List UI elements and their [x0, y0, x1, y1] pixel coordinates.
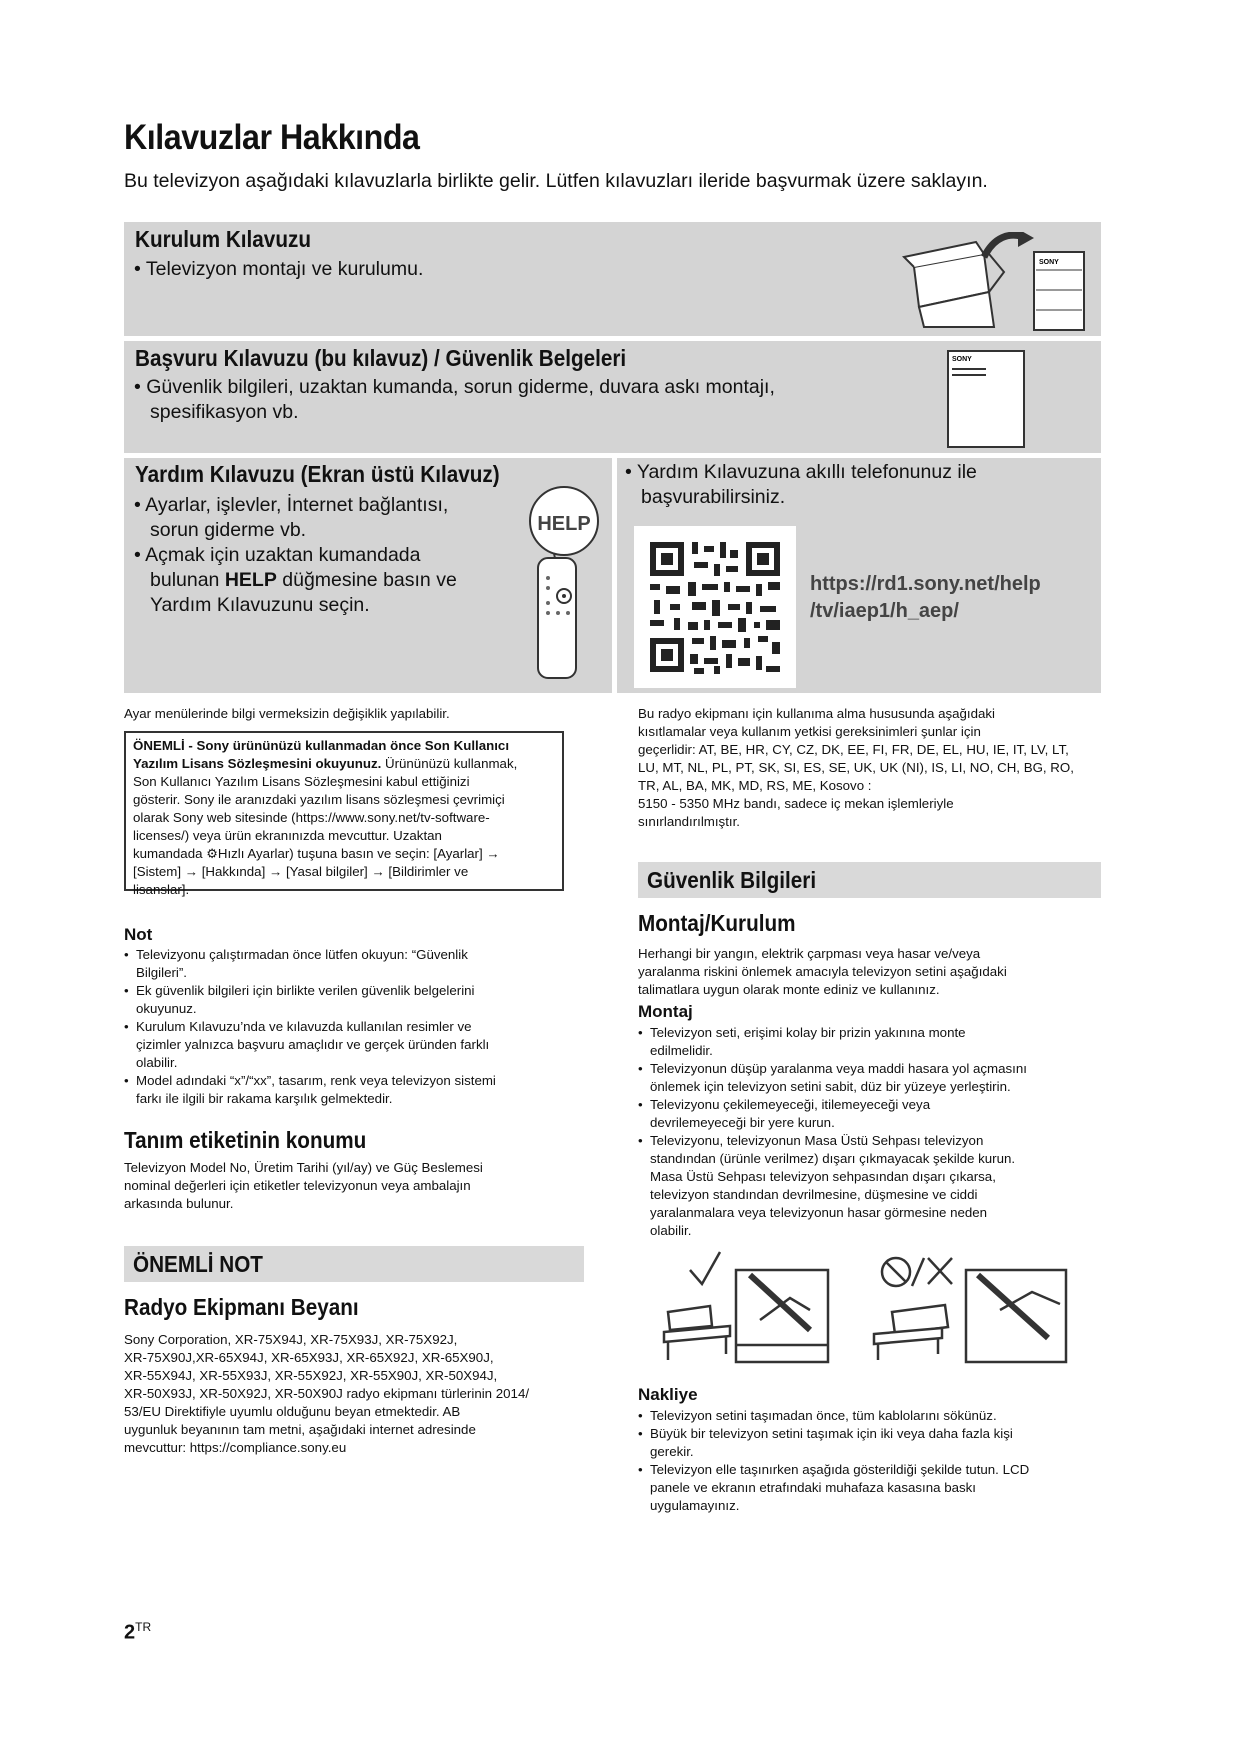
label-location-text: Televizyon Model No, Üretim Tarihi (yıl/ay) ve Güç Beslemesi nominal değerleri için etiketler televizyonun veya ambalajın arkasında bulunur.	[124, 1160, 483, 1211]
radio-restrictions: Bu radyo ekipmanı için kullanıma alma hususunda aşağıdaki kısıtlamalar veya kullanım yetkisi gereksinimleri şunlar için geçerlidir: AT, BE, HR, CY, CZ, DK, EE, FI, FR, DE, EL, HU, IE, IT, LV, LT, LU, MT, NL, PL, PT, SK, SI, ES, SE, UK, UK (NI), IS, LI, NO, CH, BG, RO, TR, AL, BA, MK, MD, RS, ME, Kosovo : 5150 - 5350 MHz bandı, sadece iç mekan işlemleriyle sınırlandırılmıştır.	[638, 706, 1074, 829]
not-list	[124, 946, 594, 1108]
help-guide-box	[124, 458, 612, 693]
transport-item: • Televizyon elle taşınırken aşağıda gösterildiği şekilde tutun. LCD panele ve ekranın etrafındaki muhafaza kasasına baskı uygulamayınız.	[638, 1461, 1103, 1515]
smartphone-text: • Yardım Kılavuzuna akıllı telefonunuz ile başvurabilirsiniz.	[625, 461, 977, 508]
montaj-item: • Televizyonu, televizyonun Masa Üstü Sehpası televizyon standından (ürünle verilmez) dışarı çıkmayacak şekilde kurun. Masa Üstü Sehpası televizyon sehpasından dışarı çıkarsa, televizyon standından devrilmesine, düşmesine ve ciddi yaralanmalara veya televizyonun hasar görmesine neden olabilir.	[638, 1132, 1103, 1240]
gear-icon: ⚙	[206, 846, 218, 861]
reference-guide-title: Başvuru Kılavuzu (bu kılavuz) / Güvenlik Belgeleri	[135, 345, 627, 371]
sony-logo-small: SONY	[1039, 259, 1059, 266]
help-button-label: HELP	[537, 513, 591, 535]
transport-item: • Büyük bir televizyon setini taşımak için iki veya daha fazla kişi gerekir.	[638, 1425, 1103, 1461]
label-location-title: Tanım etiketinin konumu	[124, 1127, 367, 1153]
install-title: Montaj/Kurulum	[638, 910, 796, 936]
important-note-band	[124, 1246, 584, 1282]
help-guide-title: Yardım Kılavuzu (Ekran üstü Kılavuz)	[135, 461, 500, 487]
montaj-item: • Televizyonun düşüp yaralanma veya maddi hasara yol açmasını önlemek için televizyon setini sabit, düz bir yüzeye yerleştirin.	[638, 1060, 1103, 1096]
montaj-title: Montaj	[638, 1002, 693, 1021]
help-guide-items: • Ayarlar, işlevler, İnternet bağlantısı, sorun giderme vb. • Açmak için uzaktan kumandada bulunan HELP düğmesine basın ve Yardım Kılavuzunu seçin.	[134, 494, 457, 616]
safety-info-band	[638, 862, 1101, 898]
transport-list	[638, 1407, 1103, 1515]
safety-info-title: Güvenlik Bilgileri	[647, 867, 817, 893]
install-text: Herhangi bir yangın, elektrik çarpması veya hasar ve/veya yaralanma riskini önlemek amacıyla televizyon setini aşağıdaki talimatlara uygun olarak monte ediniz ve kullanınız.	[638, 946, 1007, 997]
remote-illustration	[524, 478, 604, 688]
montaj-list	[638, 1024, 1103, 1240]
setup-guide-title: Kurulum Kılavuzu	[135, 226, 311, 252]
check-icon	[690, 1252, 720, 1284]
montaj-item: • Televizyonu çekilemeyeceği, itilemeyeceği veya devrilemeyeceği bir yere kurun.	[638, 1096, 1103, 1132]
not-item: • Model adındaki “x”/“xx”, tasarım, renk veya televizyon sistemi farkı ile ilgili bir rakama karşılık gelmektedir.	[124, 1072, 594, 1108]
page-title: Kılavuzlar Hakkında	[124, 118, 420, 157]
sony-logo-manual: SONY	[952, 356, 972, 363]
manual-illustration	[946, 349, 1026, 449]
radio-text: Sony Corporation, XR-75X94J, XR-75X93J, XR-75X92J, XR-75X90J,XR-65X94J, XR-65X93J, XR-65X92J, XR-65X90J, XR-55X94J, XR-55X93J, XR-55X92J, XR-55X90J, XR-50X94J, XR-50X93J, XR-50X92J, XR-50X90J radyo ekipmanı türlerinin 2014/ 53/EU Direktifiyle uyumlu olduğunu beyan etmektedir. AB uygunluk beyanının tam metni, aşağıdaki internet adresinde mevcuttur: https://compliance.sony.eu	[124, 1332, 530, 1455]
help-url[interactable]: https://rd1.sony.net/help /tv/iaep1/h_aep/	[810, 573, 1041, 622]
not-item: • Ek güvenlik bilgileri için birlikte verilen güvenlik belgelerini okuyunuz.	[124, 982, 594, 1018]
qr-code-graphic	[634, 526, 796, 688]
not-item: • Televizyonu çalıştırmadan önce lütfen okuyun: “Güvenlik Bilgileri”.	[124, 946, 594, 982]
intro-text: Bu televizyon aşağıdaki kılavuzlarla birlikte gelir. Lütfen kılavuzları ileride başvurmak üzere saklayın.	[124, 170, 988, 192]
help-smartphone-box	[617, 458, 1101, 693]
setup-guide-box	[124, 222, 1101, 336]
montaj-item: • Televizyon seti, erişimi kolay bir prizin yakınına monte edilmelidir.	[638, 1024, 1103, 1060]
qr-code	[634, 526, 796, 688]
stand-illustrations	[660, 1250, 1080, 1368]
tv-box-illustration	[894, 232, 1094, 332]
transport-title: Nakliye	[638, 1385, 698, 1404]
radio-title: Radyo Ekipmanı Beyanı	[124, 1294, 359, 1320]
reference-guide-box	[124, 341, 1101, 453]
not-title: Not	[124, 925, 153, 944]
setup-guide-item: • Televizyon montajı ve kurulumu.	[134, 258, 424, 280]
transport-item: • Televizyon setini taşımadan önce, tüm kablolarını sökünüz.	[638, 1407, 1103, 1425]
important-note-title: ÖNEMLİ NOT	[133, 1251, 263, 1277]
settings-change-note: Ayar menülerinde bilgi vermeksizin değişiklik yapılabilir.	[124, 706, 450, 721]
important-license-box: ÖNEMLİ - Sony ürününüzü kullanmadan önce Son Kullanıcı Yazılım Lisans Sözleşmesini okuyunuz. Ürününüzü kullanmak, Son Kullanıcı Yazılım Lisans Sözleşmesini kabul ettiğinizi gösterir. Sony ile aranızdaki yazılım lisans sözleşmesi çevrimiçi olarak Sony web sitesinde (https://www.sony.net/tv-software- licenses/) veya ürün ekranınızda mevcuttur. Uzaktan kumandada ⚙Hızlı Ayarlar) tuşuna basın ve seçin: [Ayarlar] → [Sistem] → [Hakkında] → [Yasal bilgiler] → [Bildirimler ve lisanslar].	[124, 731, 564, 891]
reference-guide-item: • Güvenlik bilgileri, uzaktan kumanda, sorun giderme, duvara askı montajı, spesifikasyon vb.	[134, 376, 775, 423]
page-number: $2^{TR}$	[124, 1620, 152, 1644]
not-item: • Kurulum Kılavuzu’nda ve kılavuzda kullanılan resimler ve çizimler yalnızca başvuru amaçlıdır ve gerçek üründen farklı olabilir.	[124, 1018, 594, 1072]
